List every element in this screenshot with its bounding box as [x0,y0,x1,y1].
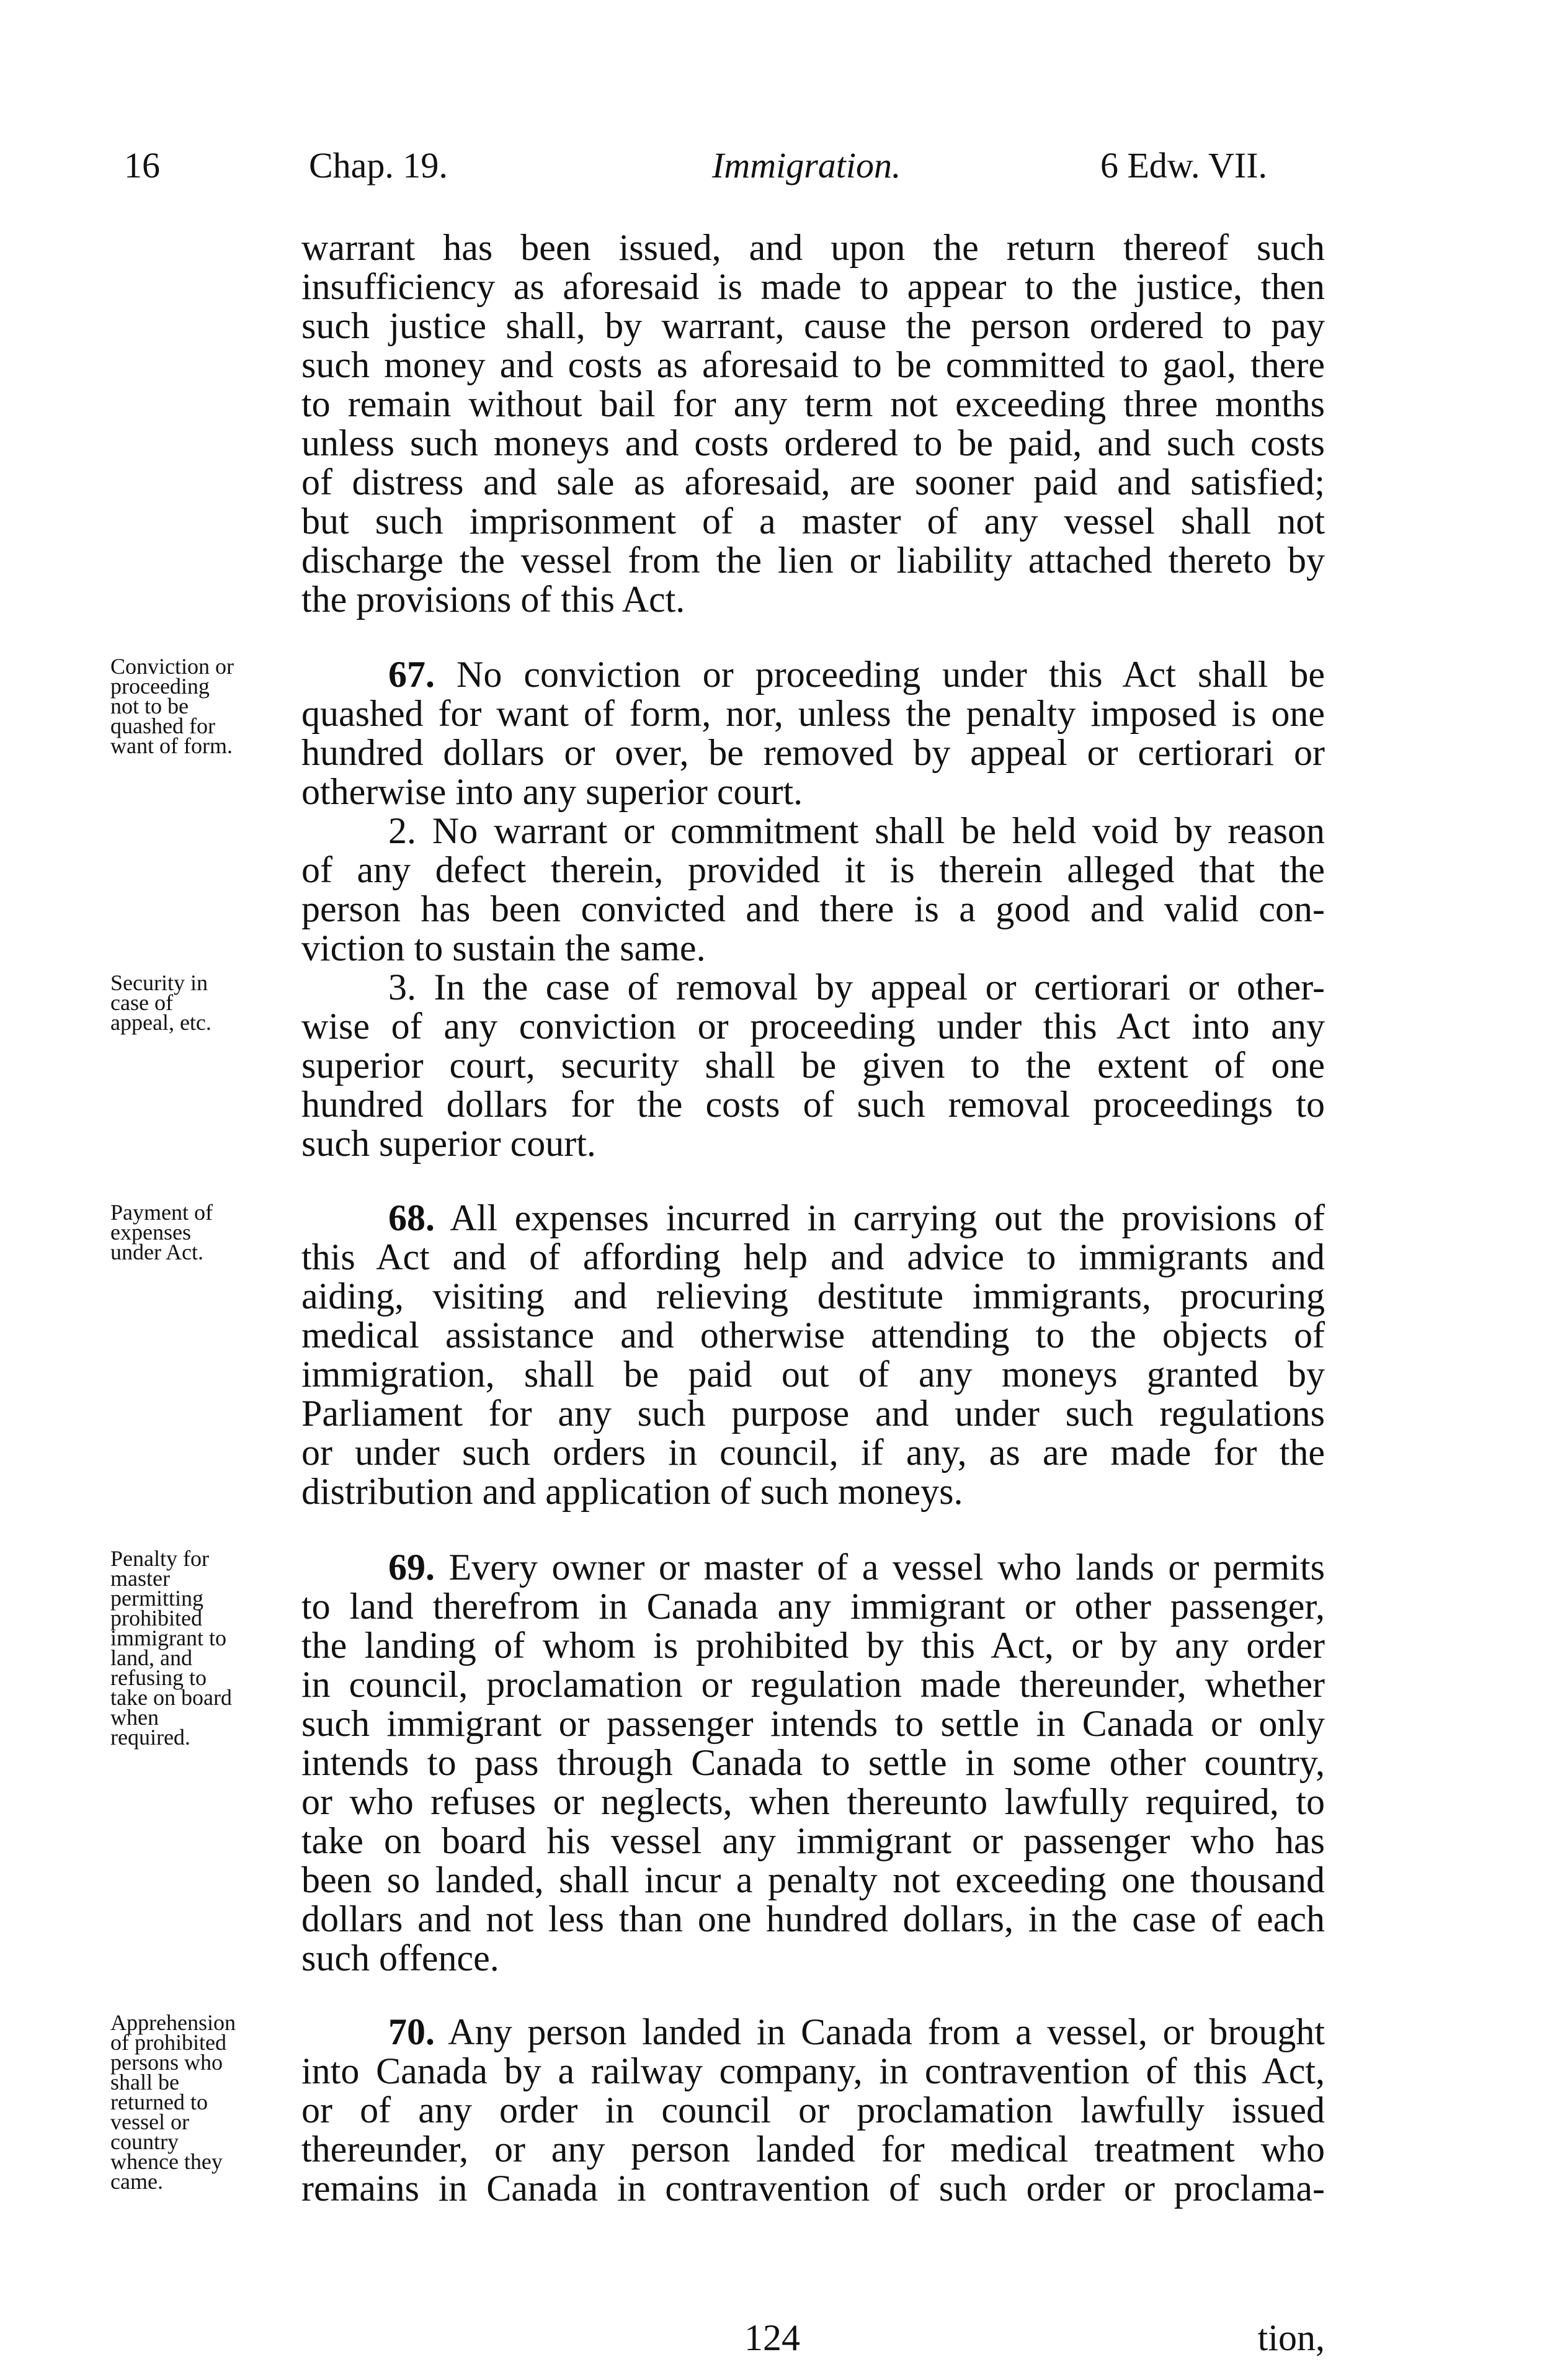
text-line: superior court, security shall be given to the extent of one [301,1045,1325,1086]
text-line: such superior court. [301,1123,596,1164]
text-line: such money and costs as aforesaid to be committed to gaol, there [301,344,1325,385]
text-line: or who refuses or neglects, when thereunto lawfully required, to [301,1781,1325,1822]
text-line: into Canada by a railway company, in contravention of this Act, [301,2050,1325,2091]
text-line: warrant has been issued, and upon the return thereof such [301,227,1325,268]
text-line: distribution and application of such moneys. [301,1471,963,1512]
text-line: but such imprisonment of a master of any vessel shall not [301,501,1325,542]
text-line: such immigrant or passenger intends to settle in Canada or only [301,1703,1325,1744]
section-number: 70. [388,2011,435,2052]
text-line: viction to sustain the same. [301,928,706,968]
chapter-heading: Chap. 19. [309,145,448,186]
text-line: such justice shall, by warrant, cause the person ordered to pay [301,305,1325,346]
text-line: of any defect therein, provided it is therein alleged that the [301,849,1325,890]
text-line: hundred dollars for the costs of such removal proceedings to [301,1084,1325,1125]
text-line: wise of any conviction or proceeding under this Act into any [301,1006,1325,1047]
text-line: 2. No warrant or commitment shall be held void by reason [388,810,1325,851]
text-line: 70. Any person landed in Canada from a vessel, or brought [388,2011,1325,2052]
section-number: 67. [388,654,435,695]
text-line: such offence. [301,1938,499,1979]
text-line: aiding, visiting and relieving destitute immigrants, procuring [301,1276,1325,1317]
text-line: to remain without bail for any term not exceeding three months [301,383,1325,424]
text-line: 67. No conviction or proceeding under this Act shall be [388,654,1325,695]
text-line: 3. In the case of removal by appeal or certiorari or other- [388,967,1325,1008]
text-line: remains in Canada in contravention of such order or proclama- [301,2168,1325,2209]
page-number: 16 [124,145,160,186]
text-line: 69. Every owner or master of a vessel who lands or permits [388,1547,1325,1588]
text-line: intends to pass through Canada to settle in some other country, [301,1742,1325,1783]
text-line: unless such moneys and costs ordered to be paid, and such costs [301,423,1325,463]
catchword: tion, [1257,2317,1325,2358]
text-line: the provisions of this Act. [301,579,685,620]
text-line: insufficiency as aforesaid is made to appear to the justice, then [301,266,1325,307]
section-number: 68. [388,1197,435,1238]
text-line: otherwise into any superior court. [301,771,803,812]
text-line: of distress and sale as aforesaid, are sooner paid and satisfied; [301,462,1325,503]
running-title: Immigration. [712,145,901,186]
text-line: in council, proclamation or regulation made thereunder, whether [301,1664,1325,1705]
text-line: the landing of whom is prohibited by this Act, or by any order [301,1625,1325,1666]
section-number: 69. [388,1547,435,1588]
text-line: 68. All expenses incurred in carrying out the provisions of [388,1197,1325,1238]
text-line: Parliament for any such purpose and under such regulations [301,1393,1325,1434]
text-line: or under such orders in council, if any, as are made for the [301,1432,1325,1473]
text-line: discharge the vessel from the lien or liability attached thereto by [301,540,1325,581]
text-line: been so landed, shall incur a penalty not exceeding one thousand [301,1859,1325,1900]
text-line: hundred dollars or over, be removed by appeal or certiorari or [301,732,1325,773]
text-line: take on board his vessel any immigrant or passenger who has [301,1820,1325,1861]
text-line: quashed for want of form, nor, unless the penalty imposed is one [301,693,1325,734]
text-line: dollars and not less than one hundred dollars, in the case of each [301,1898,1325,1939]
text-line: thereunder, or any person landed for medical treatment who [301,2129,1325,2170]
text-line: or of any order in council or proclamation lawfully issued [301,2090,1325,2131]
text-line: person has been convicted and there is a good and valid con- [301,888,1325,929]
folio-number: 124 [744,2317,800,2358]
text-line: immigration, shall be paid out of any moneys granted by [301,1354,1325,1395]
text-line: this Act and of affording help and advice to immigrants and [301,1236,1325,1277]
regnal-year: 6 Edw. VII. [1100,145,1268,186]
text-line: medical assistance and otherwise attending to the objects of [301,1315,1325,1356]
text-line: to land therefrom in Canada any immigrant or other passenger, [301,1586,1325,1627]
